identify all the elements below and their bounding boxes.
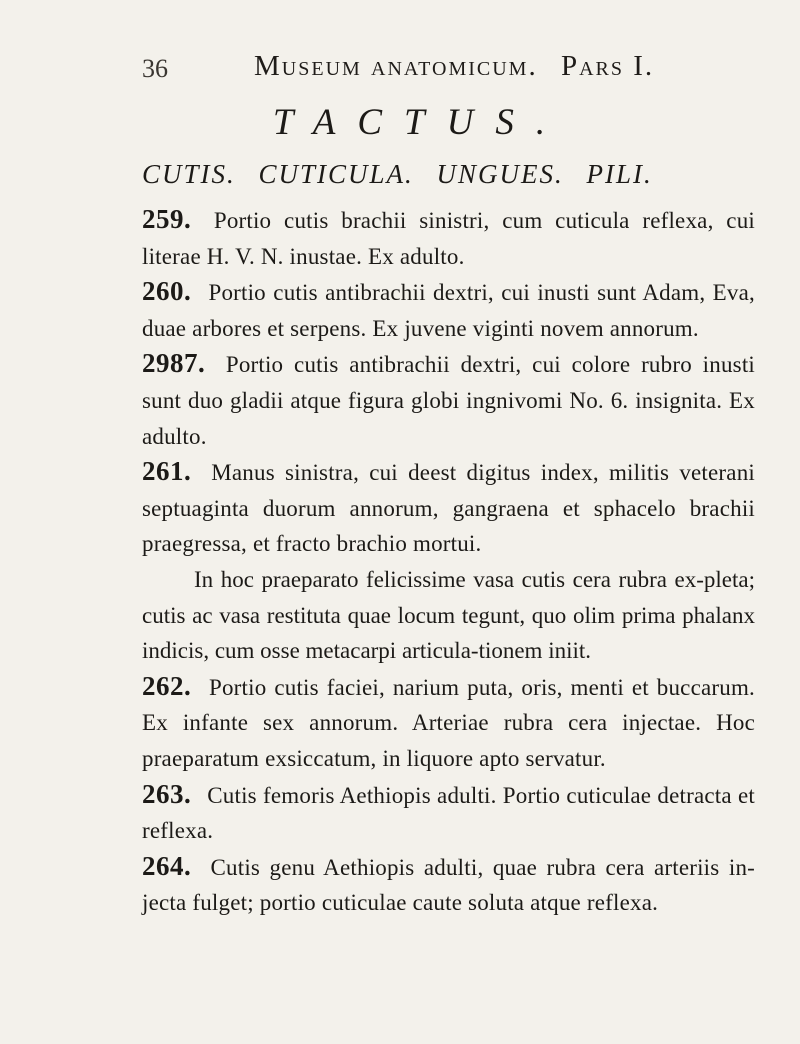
catalogue-entry	[142, 346, 755, 454]
entry-text: Manus sinistra, cui deest digitus index, militis veterani septuaginta duorum annorum, gangraena et sphacelo brachii praegressa, et fracto brachio mortui.	[142, 460, 755, 557]
entry-number: 260.	[142, 276, 192, 307]
entry-text: Portio cutis faciei, narium puta, oris, menti et buccarum. Ex infante sex annorum. Arteriae rubra cera injectae. Hoc praeparatum exsiccatum, in liquore apto servatur.	[142, 674, 756, 771]
page-number: 36	[142, 54, 168, 83]
entry-number: 261.	[142, 456, 192, 487]
running-head-title	[254, 50, 654, 83]
catalogue-entry	[142, 454, 755, 669]
catalogue-entry	[142, 202, 755, 274]
running-head-part: Pars I.	[560, 50, 655, 82]
entry-text: Cutis genu Aethiopis adulti, quae rubra cera arteriis in-jecta fulget; portio cuticulae caute soluta atque reflexa.	[142, 854, 756, 916]
running-head-book-title: Museum anatomicum.	[254, 50, 538, 82]
entry-number: 262.	[142, 670, 192, 701]
catalogue-entry	[142, 669, 755, 777]
catalogue-entry	[142, 777, 755, 849]
section-title: TACTUS.	[272, 102, 568, 143]
entry-continuation: In hoc praeparato felicissime vasa cutis cera rubra ex-pleta; cutis ac vasa restituta quae locum tegunt, quo olim prima phalanx indicis, cum osse metacarpi articula-tionem iniit.	[142, 566, 755, 664]
running-head	[142, 44, 740, 84]
catalogue-entry	[142, 274, 755, 346]
catalogue-entries	[142, 202, 755, 921]
entry-number: 259.	[142, 204, 192, 234]
entry-text: Cutis femoris Aethiopis adulti. Portio cuticulae detracta et reflexa.	[142, 782, 755, 844]
entry-number: 263.	[142, 778, 192, 809]
entry-text: Portio cutis antibrachii dextri, cui inusti sunt Adam, Eva, duae arbores et serpens. Ex juvene viginti novem annorum.	[142, 280, 755, 341]
entry-text: Portio cutis antibrachii dextri, cui colore rubro inusti sunt duo gladii atque figura globi ingnivomi No. 6. insignita. Ex adulto.	[142, 352, 755, 449]
catalogue-entry	[142, 849, 755, 921]
section-subtitle: CUTIS. CUTICULA. UNGUES. PILI.	[142, 159, 653, 189]
entry-text: Portio cutis brachii sinistri, cum cuticula reflexa, cui literae H. V. N. inustae. Ex adulto.	[142, 208, 755, 269]
entry-number: 264.	[142, 850, 192, 881]
entry-number: 2987.	[142, 348, 206, 379]
